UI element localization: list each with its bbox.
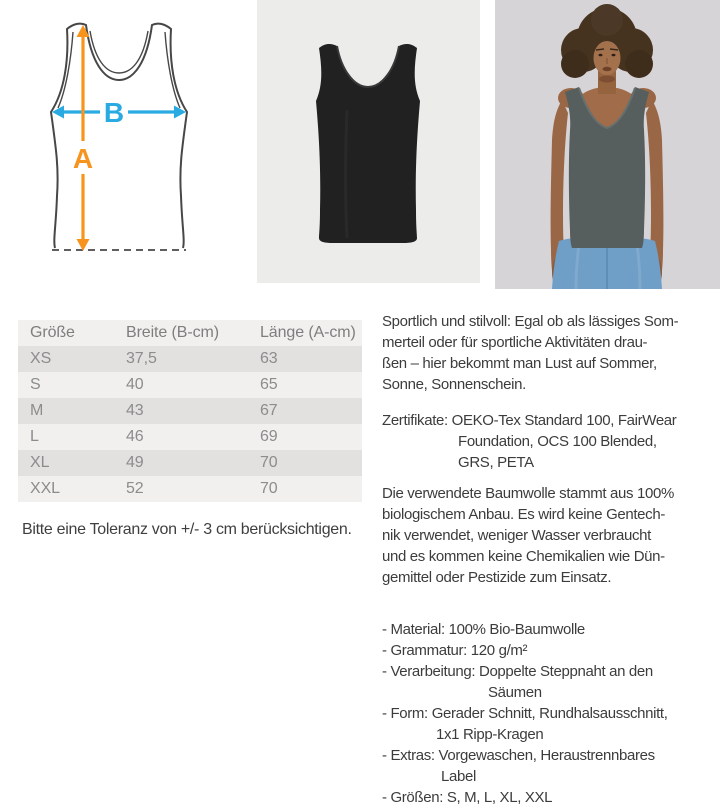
model-hair-side-left (561, 50, 589, 78)
measure-label-a: A (72, 143, 94, 174)
cell-length: 65 (248, 372, 362, 398)
table-row-xs (18, 346, 362, 372)
text-line: Die verwendete Baumwolle stammt aus 100% (382, 485, 674, 502)
text-line: gemittel oder Pestizide zum Einsatz. (382, 569, 612, 586)
cell-size: M (18, 398, 114, 424)
tank-top-outline-drawing (0, 0, 240, 290)
cell-width: 43 (114, 398, 248, 424)
spec-line-extras: - Extras: Vorgewaschen, Heraustrennbares (382, 747, 655, 764)
product-description (382, 311, 716, 808)
spec-line-verarbeitung-cont: Säumen (488, 684, 542, 701)
text-line: Foundation, OCS 100 Blended, (458, 433, 657, 450)
cell-size: XXL (18, 476, 114, 502)
size-table-header-row (18, 320, 362, 346)
text-line: GRS, PETA (458, 454, 534, 471)
text-line: Sportlich und stilvoll: Egal ob als lässiges Som- (382, 313, 679, 330)
cell-length: 69 (248, 424, 362, 450)
table-row-xxl (18, 476, 362, 502)
table-row-l (18, 424, 362, 450)
cell-width: 46 (114, 424, 248, 450)
cotton-paragraph (382, 483, 716, 588)
table-row-s (18, 372, 362, 398)
size-measurement-diagram (0, 0, 240, 290)
size-table (18, 320, 362, 502)
cell-length: 70 (248, 450, 362, 476)
model-lips (603, 67, 612, 71)
model-photo-tank-top (495, 0, 720, 289)
header-width: Breite (B-cm) (114, 320, 248, 346)
cell-width: 40 (114, 372, 248, 398)
black-tank-fold-highlight (346, 110, 348, 238)
model-chin-shadow (599, 76, 615, 83)
cell-length: 70 (248, 476, 362, 502)
model-hair-top (591, 4, 623, 36)
tank-outline-fill (51, 24, 187, 248)
spec-line-form-cont: 1x1 Ripp-Kragen (436, 726, 544, 743)
spec-line-material: - Material: 100% Bio-Baumwolle (382, 621, 585, 638)
table-row-xl (18, 450, 362, 476)
black-tank-top-image (257, 0, 480, 283)
specs-list (382, 619, 716, 808)
text-line: ßen – hier bekommt man Lust auf Sommer, (382, 355, 657, 372)
cell-length: 67 (248, 398, 362, 424)
product-photo-black-tank-top (257, 0, 480, 283)
tolerance-note: Bitte eine Toleranz von +/- 3 cm berücksichtigen. (22, 521, 352, 538)
text-line: nik verwendet, weniger Wasser verbraucht (382, 527, 651, 544)
cell-width: 52 (114, 476, 248, 502)
model-wearing-tank-top-image (495, 0, 720, 289)
measure-label-b: B (103, 97, 125, 128)
certificates-paragraph (382, 410, 716, 473)
model-hair-side-right (625, 50, 653, 78)
header-size: Größe (18, 320, 114, 346)
text-line: merteil oder für sportliche Aktivitäten drau- (382, 334, 648, 351)
cell-size: S (18, 372, 114, 398)
cell-length: 63 (248, 346, 362, 372)
header-length: Länge (A-cm) (248, 320, 362, 346)
spec-line-grammatur: - Grammatur: 120 g/m² (382, 642, 528, 659)
text-line: und es kommen keine Chemikalien wie Dün- (382, 548, 665, 565)
model-eye-left (599, 54, 603, 57)
cell-width: 37,5 (114, 346, 248, 372)
spec-line-verarbeitung: - Verarbeitung: Doppelte Steppnaht an den (382, 663, 653, 680)
spec-line-extras-cont: Label (441, 768, 476, 785)
text-line: biologischem Anbau. Es wird keine Gentech- (382, 506, 665, 523)
spec-line-groessen: - Größen: S, M, L, XL, XXL (382, 789, 553, 806)
cell-size: XS (18, 346, 114, 372)
model-eye-right (612, 54, 616, 57)
text-line: Zertifikate: OEKO-Tex Standard 100, FairWear (382, 412, 677, 429)
intro-paragraph (382, 311, 716, 395)
cell-size: L (18, 424, 114, 450)
spec-line-form: - Form: Gerader Schnitt, Rundhalsausschnitt, (382, 705, 668, 722)
cell-width: 49 (114, 450, 248, 476)
text-line: Sonne, Sonnenschein. (382, 376, 526, 393)
cell-size: XL (18, 450, 114, 476)
table-row-m (18, 398, 362, 424)
